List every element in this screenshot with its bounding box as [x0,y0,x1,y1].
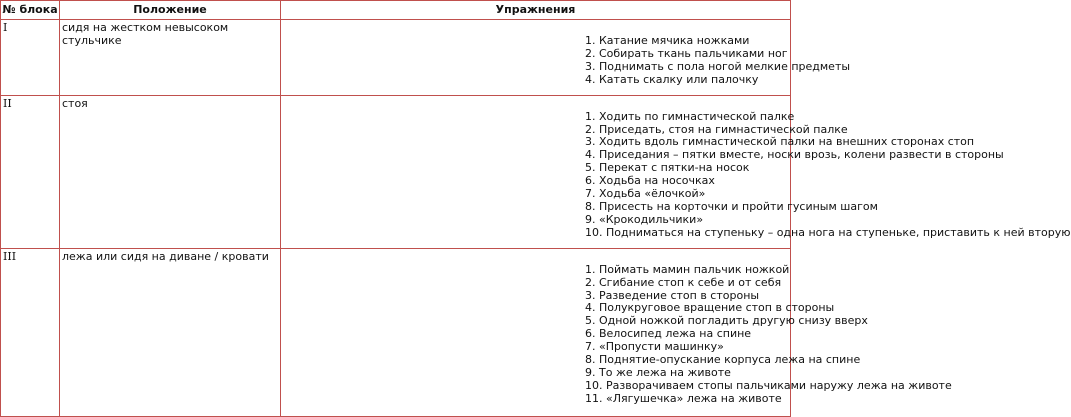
exercise-list-cell [281,95,1071,248]
list-item: 8. Присесть на корточки и пройти гусиным шагом [585,199,878,213]
header-row [1,1,791,20]
list-item: 3. Ходить вдоль гимнастической палки на внешних сторонах стоп [585,135,975,149]
exercise-list-cell [281,20,851,96]
list-item: 3. Разведение стоп в стороны [585,288,760,302]
list-item: 2. Сгибание стоп к себе и от себя [585,275,782,289]
exercise-list [281,109,1071,240]
list-item: 7. Ходьба «ёлочкой» [585,187,706,201]
list-item: 4. Приседания – пятки вместе, носки врозь, колени развести в стороны [585,148,1004,162]
list-item: 6. Ходьба на носочках [585,174,715,188]
position-text: лежа или сидя на диване / кровати [60,248,281,416]
list-item: 4. Полукруговое вращение стоп в стороны [585,301,835,315]
list-item: 9. «Крокодильчики» [585,212,704,226]
exercise-list [281,34,851,87]
header-block-no: № блока [1,1,60,20]
position-text: сидя на жестком невысоком стульчике [60,20,281,96]
header-exercises: Упражнения [281,1,791,20]
list-item: 1. Поймать мамин пальчик ножкой [585,262,790,276]
block-number: I [1,20,60,96]
block-number: II [1,95,60,248]
list-item: 1. Катание мячика ножками [585,34,750,47]
list-item: 11. «Лягушечка» лежа на животе [585,391,782,405]
list-item: 5. Одной ножкой погладить другую снизу вверх [585,314,868,328]
header-position: Положение [60,1,281,20]
list-item: 6. Велосипед лежа на спине [585,327,752,341]
list-item: 1. Ходить по гимнастической палке [585,109,795,123]
list-item: 8. Поднятие-опускание корпуса лежа на спине [585,353,861,367]
list-item: 10. Подниматься на ступеньку – одна нога на ступеньке, приставить к ней вторую [585,225,1071,239]
list-item: 2. Собирать ткань пальчиками ног [585,46,788,60]
table-row [1,248,791,416]
exercise-list [281,262,952,406]
list-item: 4. Катать скалку или палочку [585,72,759,86]
table-row [1,20,791,96]
list-item: 9. То же лежа на животе [585,365,731,379]
position-text: стоя [60,95,281,248]
list-item: 10. Разворачиваем стопы пальчиками наружу лежа на животе [585,378,952,392]
list-item: 7. «Пропусти машинку» [585,340,724,354]
list-item: 2. Приседать, стоя на гимнастической палке [585,122,848,136]
table-row [1,95,791,248]
exercise-list-cell [281,248,952,416]
list-item: 3. Поднимать с пола ногой мелкие предметы [585,59,851,73]
block-number: III [1,248,60,416]
list-item: 5. Перекат с пятки-на носок [585,161,750,175]
